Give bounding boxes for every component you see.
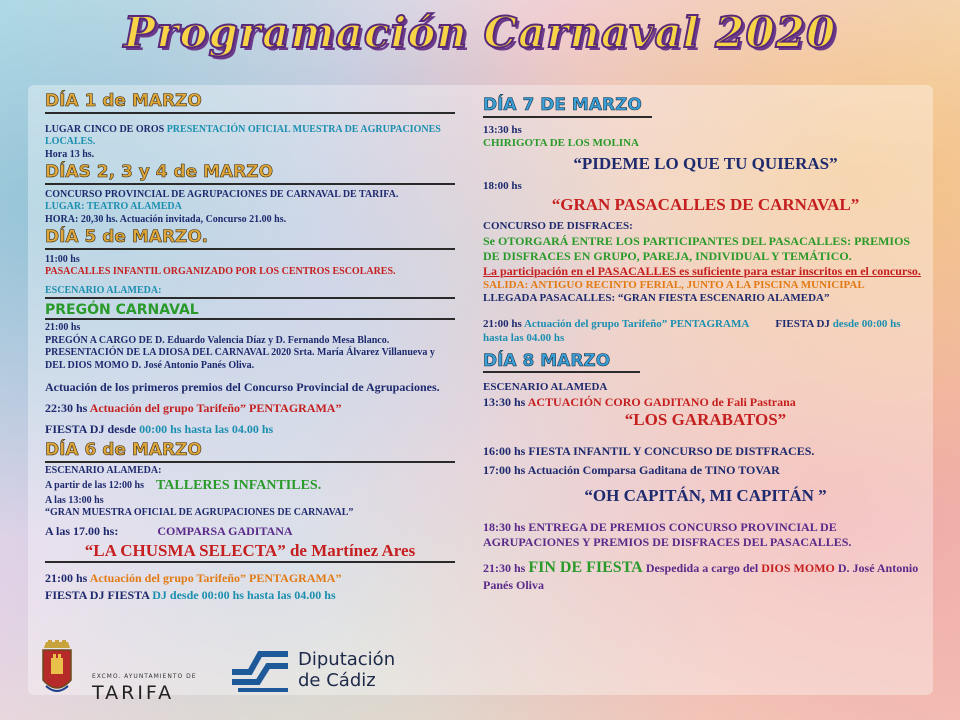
day-5-fiesta-label: FIESTA DJ desde [45, 422, 140, 437]
day-5-primeros-premios: Actuación de los primeros premios del Concurso Provincial de Agrupaciones. [45, 380, 440, 395]
day-5-pasacalles: PASACALLES INFANTIL ORGANIZADO POR LOS CENTROS ESCOLARES. [45, 266, 396, 278]
left-column [45, 92, 455, 603]
day-8-infantil-row [483, 444, 928, 459]
right-column [483, 96, 928, 593]
day-7-pentagrama-time: 21:00 hs [483, 318, 524, 331]
day-6-muestra: “GRAN MUESTRA OFICIAL DE AGRUPACIONES DE CARNAVAL” [45, 507, 354, 519]
day-5-diosa-detail: PRESENTACIÓN DE LA DIOSA DEL CARNAVAL 2020 Srta. María Álvarez Villanueva y DEL DIOS MOMO D. José Antonio Panés Oliva. [45, 347, 435, 371]
day-6-chusma-selecta: “LA CHUSMA SELECTA” de Martínez Ares [45, 541, 455, 563]
day-6-time-1: A partir de las 12:00 hs [45, 479, 144, 491]
day-7-pentagrama [483, 318, 928, 346]
day-8-coro: ACTUACIÓN CORO GADITANO de Fali Pastrana [527, 394, 796, 409]
day-7-salida: SALIDA: ANTIGUO RECINTO FERIAL, JUNTO A LA PISCINA MUNICIPAL [483, 278, 865, 291]
day-8-time-1: 13:30 hs [483, 394, 528, 409]
day-6-comparsa-row [45, 524, 455, 539]
day-5-pentagrama-act: Actuación del grupo Tarifeño” PENTAGRAMA” [89, 401, 342, 416]
day-7-heading: DÍA 7 DE MARZO [483, 96, 652, 118]
day-7-fiesta-hours: desde 00:00 hs hasta las 04.00 hs [483, 318, 901, 344]
day-6-comparsa: COMPARSA GADITANA [157, 523, 293, 538]
day-5-time-2: 21:00 hs [45, 322, 81, 334]
day-6-pentagrama-time: 21:00 hs [45, 570, 90, 585]
day-8-time-3: 17:00 hs [483, 462, 528, 477]
day-8-dios-momo: DIOS MOMO [761, 560, 838, 575]
day-6-heading: DÍA 6 de MARZO [45, 441, 455, 463]
day-8-capitan: “OH CAPITÁN, MI CAPITÁN ” [584, 485, 827, 505]
day-7-premios: Se OTORGARÁ ENTRE LOS PARTICIPANTES DEL PASACALLES: PREMIOS DE DISFRACES EN GRUPO, PAREJA, INDIVIDUAL Y TEMÁTICO. [483, 233, 911, 263]
day-1-event: PRESENTACIÓN OFICIAL MUESTRA DE AGRUPACIONES LOCALES. [45, 123, 441, 148]
day-5-pentagrama-time: 22:30 hs [45, 401, 90, 416]
day-1-time: Hora 13 hs. [45, 148, 95, 160]
day-8-comparsa: Actuación Comparsa Gaditana de TINO TOVAR [527, 462, 780, 477]
sponsor-logos [40, 636, 460, 706]
day-8-coro-row [483, 395, 928, 410]
day-8-entrega-premios: 18:30 hs ENTREGA DE PREMIOS CONCURSO PROVINCIAL DE AGRUPACIONES Y PREMIOS DE DISFRACES DEL PASACALLES. [483, 519, 852, 549]
day-7-chirigota: CHIRIGOTA DE LOS MOLINA [483, 137, 639, 150]
day-6-fiesta-label: FIESTA DJ FIESTA [45, 587, 153, 602]
poster-title: Programación Carnaval 2020 [123, 8, 837, 57]
day-6-talleres-row [45, 477, 455, 495]
day-8-infantil: FIESTA INFANTIL Y CONCURSO DE DISTFRACES. [528, 443, 815, 458]
day-8-time-2: 16:00 hs [483, 443, 529, 458]
day-1-heading: DÍA 1 de MARZO [45, 92, 455, 114]
day-7-participacion: La participación en el PASACALLES es suficiente para estar inscritos en el concurso. [483, 263, 921, 278]
day-7-pentagrama-act: Actuación del grupo Tarifeño” PENTAGRAMA [523, 318, 749, 331]
day-7-gran-pasacalles: “GRAN PASACALLES DE CARNAVAL” [551, 194, 860, 214]
day-6-pentagrama [45, 571, 455, 586]
day-8-garabatos: “LOS GARABATOS” [624, 409, 787, 429]
days-2-3-4-line-2: LUGAR: TEATRO ALAMEDA [45, 201, 182, 213]
day-6-fiesta-hours: DJ desde 00:00 hs hasta las 04.00 hs [152, 587, 336, 602]
day-5-fiesta-dj [45, 422, 455, 437]
day-6-pentagrama-act: Actuación del grupo Tarifeño” PENTAGRAMA” [89, 570, 342, 585]
day-5-time-1: 11:00 hs [45, 253, 80, 265]
day-7-concurso-disfraces: CONCURSO DE DISFRACES: [483, 219, 633, 232]
day-8-time-4: 21:30 hs [483, 560, 529, 575]
days-2-3-4-line-3: HORA: 20,30 hs. Actuación invitada, Concurso 21.00 hs. [45, 213, 287, 225]
day-5-stage: ESCENARIO ALAMEDA: [45, 285, 455, 300]
days-2-3-4-line-1: CONCURSO PROVINCIAL DE AGRUPACIONES DE CARNAVAL DE TARIFA. [45, 188, 399, 200]
day-8-fin-de-fiesta [483, 558, 928, 593]
day-7-time-1: 13:30 hs [483, 123, 522, 136]
day-6-stage: ESCENARIO ALAMEDA: [45, 464, 162, 476]
day-6-fiesta-dj [45, 588, 455, 603]
day-7-llegada: LLEGADA PASACALLES: “GRAN FIESTA ESCENARIO ALAMEDA” [483, 292, 830, 305]
day-1-venue-label: LUGAR CINCO DE OROS [45, 123, 167, 135]
day-7-time-2: 18:00 hs [483, 180, 522, 193]
day-5-fiesta-hours: 00:00 hs hasta las 04.00 hs [139, 422, 274, 437]
tarifa-subtitle: EXCMO. AYUNTAMIENTO DE [92, 673, 197, 680]
day-5-pentagrama [45, 401, 455, 416]
diputacion-line-2: de Cádiz [298, 669, 376, 691]
day-7-fiesta-label: FIESTA DJ [775, 318, 833, 331]
day-6-talleres: TALLERES INFANTILES. [156, 478, 322, 494]
day-8-dios-name: D. José Antonio Panés Oliva [483, 560, 919, 592]
day-6-time-3: A las 17.00 hs: [45, 523, 119, 538]
day-5-heading: DÍA 5 de MARZO. [45, 228, 455, 250]
tarifa-coat-of-arms-icon [40, 640, 74, 700]
day-8-stage: ESCENARIO ALAMEDA [483, 381, 608, 394]
day-1-venue [45, 124, 455, 149]
diputacion-line-1: Diputación [298, 649, 396, 670]
day-8-heading: DÍA 8 MARZO [483, 352, 640, 374]
diputacion-cadiz-logo-icon [230, 648, 290, 692]
day-8-despedida: Despedida a cargo del [645, 560, 762, 575]
day-5-pregon-heading: PREGÓN CARNAVAL [45, 302, 455, 320]
day-5-pregon-detail: PREGÓN A CARGO DE D. Eduardo Valencia Díaz y D. Fernando Mesa Blanco. [45, 334, 390, 346]
diputacion-cadiz-wordmark [298, 650, 395, 691]
tarifa-wordmark: TARIFA [92, 682, 175, 704]
day-6-time-2: A las 13:00 hs [45, 494, 104, 506]
days-2-3-4-heading: DÍAS 2, 3 y 4 de MARZO [45, 163, 455, 185]
day-8-comparsa-row [483, 463, 928, 478]
day-8-fin-label: FIN DE FIESTA [528, 558, 646, 576]
day-7-pideme: “PIDEME LO QUE TU QUIERAS” [573, 154, 838, 174]
